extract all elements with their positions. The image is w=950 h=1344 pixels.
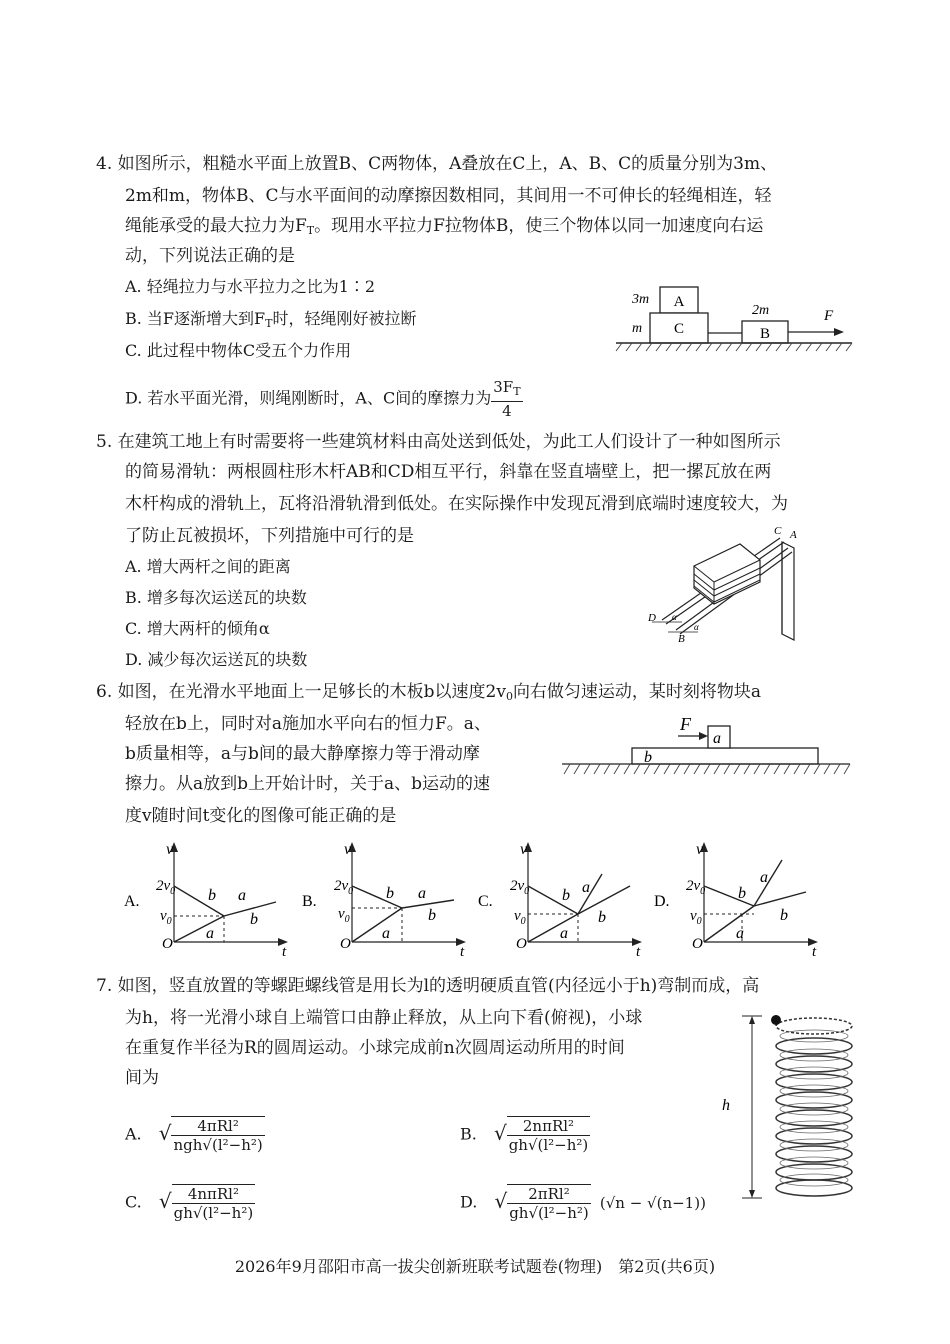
q7-helix-diagram [722, 1008, 862, 1204]
q6-line-3: b质量相等，a与b间的最大静摩擦力等于滑动摩 [125, 744, 480, 764]
rail-alpha-1: α [672, 612, 677, 622]
board-b-label: b [644, 749, 652, 766]
q5-option-b[interactable]: B. 增多每次运送瓦的块数 [125, 588, 307, 607]
svg-text:b: b [780, 907, 788, 924]
svg-text:2v0: $2v_0$ [156, 878, 176, 897]
rail-c-label: C [774, 525, 782, 537]
q6-graph-b [302, 838, 482, 960]
q4-option-d[interactable]: D. 若水平面光滑，则绳刚断时，A、C间的摩擦力为 $\frac{3F_T}{4}$ [125, 378, 521, 420]
svg-text:b: b [250, 911, 258, 928]
graph-b-label: B. [302, 893, 317, 910]
svg-text:O: O [516, 936, 527, 952]
q5-rail-diagram [642, 522, 812, 644]
rail-alpha-2: α [694, 622, 699, 632]
q5-option-d[interactable]: D. 减少每次运送瓦的块数 [125, 650, 308, 669]
svg-text:v: v [166, 841, 174, 858]
q6-line-1: 6. 如图，在光滑水平地面上一足够长的木板b以速度$2v_0$向右做匀速运动，某时刻将物块a [96, 682, 762, 703]
svg-text:b: b [386, 885, 394, 902]
svg-text:a: a [582, 879, 590, 896]
q6-line-4: 擦力。从a放到b上开始计时，关于a、b运动的速 [125, 774, 491, 794]
svg-text:v0: $v_0$ [338, 906, 350, 925]
q7-line-1: 7. 如图，竖直放置的等螺距螺线管是用长为l的透明硬质直管(内径远小于h)弯制而成，高 [96, 976, 760, 996]
svg-text:a: a [418, 885, 426, 902]
q7-option-c[interactable]: C. √ $\frac{\text{4nπRl²}}{\text{gh√(l²−h²)}}$ [125, 1185, 254, 1222]
page-footer: 2026年9月邵阳市高一拔尖创新班联考试题卷(物理) 第2页(共6页) [234, 1257, 716, 1276]
q4-option-d-fraction: $\frac{3F_T}{4}$ [493, 378, 521, 420]
svg-text:2v0: $2v_0$ [334, 878, 354, 897]
svg-text:v: v [344, 841, 352, 858]
q7-line-3: 在重复作半径为R的圆周运动。小球完成前n次圆周运动所用的时间 [125, 1038, 625, 1058]
svg-text:t: t [636, 944, 641, 960]
block-b-label: B [759, 326, 771, 342]
rail-a-label: A [790, 529, 797, 541]
svg-text:v: v [520, 841, 528, 858]
q7-line-4: 间为 [125, 1068, 159, 1088]
force-f-label: F [824, 308, 834, 324]
q7-line-2: 为h，将一光滑小球自上端管口由静止释放，从上向下看(俯视)，小球 [125, 1008, 643, 1028]
block-a-label: a [713, 730, 721, 747]
graph-c-label: C. [478, 893, 493, 910]
q5-option-a[interactable]: A. 增大两杆之间的距离 [125, 557, 291, 576]
svg-text:a: a [760, 869, 768, 886]
q4-line-4: 动，下列说法正确的是 [125, 246, 295, 266]
graph-d-label: D. [654, 893, 670, 910]
q6-graph-a [124, 838, 304, 960]
mass-c-label: m [632, 321, 643, 336]
q5-option-c[interactable]: C. 增大两杆的倾角α [125, 619, 270, 638]
svg-text:2v0: $2v_0$ [686, 878, 706, 897]
q4-block-diagram [612, 282, 862, 354]
graph-a-label: A. [124, 893, 140, 910]
q6-graph-c [478, 838, 658, 960]
svg-text:b: b [208, 887, 216, 904]
q4-line-1: 4. 如图所示，粗糙水平面上放置B、C两物体，A叠放在C上，A、B、C的质量分别为3m、 [96, 154, 778, 174]
svg-text:O: O [162, 936, 173, 952]
svg-text:a: a [238, 887, 246, 904]
q6-line-5: 度v随时间t变化的图像可能正确的是 [125, 806, 397, 826]
q5-line-2: 的简易滑轨：两根圆柱形木杆AB和CD相互平行，斜靠在竖直墙壁上，把一摞瓦放在两 [125, 462, 772, 482]
q4-line-2: 2m和m，物体B、C与水平面间的动摩擦因数相同，其间用一不可伸长的轻绳相连，轻 [125, 186, 772, 206]
rail-d-label: D [648, 612, 656, 624]
svg-text:a: a [736, 925, 744, 942]
q4-option-b[interactable]: B. 当F逐渐增大到$F_T$时，轻绳刚好被拉断 [125, 309, 417, 330]
svg-text:t: t [282, 944, 287, 960]
svg-text:O: O [692, 936, 703, 952]
svg-text:a: a [560, 925, 568, 942]
q6-board-diagram [560, 712, 855, 782]
q4-option-c[interactable]: C. 此过程中物体C受五个力作用 [125, 341, 352, 360]
svg-text:b: b [738, 885, 746, 902]
block-c-label: C [673, 321, 685, 337]
svg-text:v0: $v_0$ [160, 908, 172, 927]
svg-text:a: a [206, 925, 214, 942]
mass-a-label: 3m [632, 292, 650, 307]
q5-line-3: 木杆构成的滑轨上，瓦将沿滑轨滑到低处。在实际操作中发现瓦滑到底端时速度较大，为 [125, 494, 788, 514]
svg-text:t: t [460, 944, 465, 960]
svg-text:b: b [428, 907, 436, 924]
svg-text:a: a [382, 925, 390, 942]
q7-option-a[interactable]: A. √ $\frac{\text{4πRl²}}{\text{ngh√(l²−h²)}}$ [125, 1117, 263, 1154]
svg-text:v: v [696, 841, 704, 858]
q6-line-2: 轻放在b上，同时对a施加水平向右的恒力F。a、 [125, 714, 491, 734]
force-label: F [680, 714, 691, 734]
height-label: h [722, 1097, 730, 1114]
q5-line-4: 了防止瓦被损坏，下列措施中可行的是 [125, 526, 414, 546]
q4-option-a[interactable]: A. 轻绳拉力与水平拉力之比为1∶2 [125, 277, 376, 296]
svg-text:v0: $v_0$ [690, 908, 702, 927]
q4-line-3: 绳能承受的最大拉力为$F_T$。现用水平拉力F拉物体B，使三个物体以同一加速度向右运 [125, 216, 764, 237]
svg-text:t: t [812, 944, 817, 960]
mass-b-label: 2m [752, 303, 770, 318]
svg-text:b: b [598, 909, 606, 926]
rail-b-label: B [678, 633, 685, 645]
svg-text:b: b [562, 887, 570, 904]
q5-line-1: 5. 在建筑工地上有时需要将一些建筑材料由高处送到低处，为此工人们设计了一种如图所示 [96, 432, 781, 452]
q7-option-d[interactable]: D. √ $\frac{\text{2πRl²}}{\text{gh√(l²−h²)}}$ (√n − √(n−1)) [460, 1185, 706, 1222]
q6-graph-d [654, 838, 834, 960]
svg-text:O: O [340, 936, 351, 952]
svg-text:2v0: $2v_0$ [510, 878, 530, 897]
q7-option-b[interactable]: B. √ $\frac{\text{2nπRl²}}{\text{gh√(l²−h²)}}$ [460, 1117, 589, 1154]
block-a-label: A [673, 294, 685, 310]
ball-icon [771, 1015, 781, 1025]
svg-text:v0: $v_0$ [514, 908, 526, 927]
